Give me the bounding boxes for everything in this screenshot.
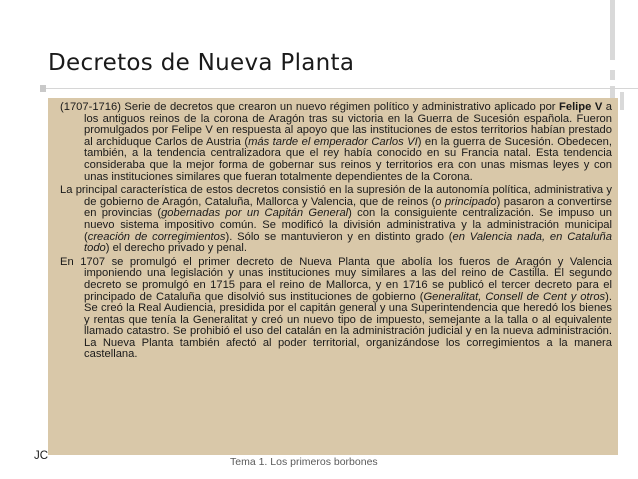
bold-text: Felipe V [559,101,603,113]
text-run: ) el derecho privado y penal. [105,242,247,255]
footer-author: JC [34,450,49,462]
text-run: a los antiguos reinos de la corona de Aragón tras su victoria en la Guerra de Sucesión española. Fueron promulgados por Felipe V en respuesta al apoyo que las instituciones de estos territorios habían prestado al archiduque Carlos de Austria ( [84,101,613,148]
decor-band [610,0,615,60]
text-run: La principal característica de estos decretos consistió en la supresión de la autonomía política, administrativa y de gobierno de Aragón, Cataluña, Mallorca y Valencia, que de reinos ( [60,184,612,208]
slide-title: Decretos de Nueva Planta [48,50,355,76]
title-divider [40,88,638,89]
divider-marker [40,85,46,92]
paragraph-characteristics [60,185,612,255]
italic-text: o principado [435,195,497,208]
text-run: (1707-1716) Serie de decretos que crearon un nuevo régimen político y administrativo aplicado por [60,101,560,113]
text-run: ). Se creó la Real Audiencia, presidida por el capitán general y una Superintendencia que heredó los bienes y rentas que tenía la Generalitat y creó un nuevo tipo de impuesto, semejante a la talla o al equivalente llamado catastro. Se prohibió el uso del catalán en la administración judicial y en la nueva administración. La Nueva Planta también afectó al poder territorial, organizándose los corregimientos a la manera castellana. [84,290,612,361]
footer-subtitle: Tema 1. Los primeros borbones [230,456,378,468]
decor-band [620,92,624,110]
content-box [48,98,618,455]
italic-text: gobernadas por un Capitán General [161,207,349,220]
italic-text: Generalitat, Consell de Cent y otros [423,290,606,303]
decor-band [610,70,615,80]
italic-text: creación de corregimientos [87,230,226,243]
text-run: En 1707 se promulgó el primer decreto de Nueva Planta que abolía los fueros de Aragón y Valencia imponiendo una legislación y unas instituciones muy similares a las del reino de Castilla. El segundo decreto se promulgó en 1715 para el reino de Mallorca, y en 1716 se publicó el tercer decreto para el principado de Cataluña que disolvió sus instituciones de gobierno ( [60,255,612,303]
italic-text: más tarde el emperador Carlos VI [248,135,418,148]
paragraph-intro [60,102,612,183]
text-run: ) en la guerra de Sucesión. Obedecen, también, a la tendencia centralizadora que el rey había conocido en su Francia natal. Esta tendencia consideraba que la mejor forma de gobernar sus reinos y territorios era con unas mismas leyes y con unas instituciones similares que fueran totalmente dependientes de la Corona. [84,135,612,183]
italic-text: en Valencia nada, en Cataluña todo [84,230,612,255]
paragraph-chronology [60,257,612,361]
text-run: ). Sólo se mantuvieron y en distinto grado ( [225,230,453,243]
text-run: ) pasaron a convertirse en provincias ( [84,195,613,220]
text-run: ) con la consiguiente centralización. Se impuso un nuevo sistema impositivo común. Se modificó la división administrativa y la administración municipal ( [84,207,612,243]
